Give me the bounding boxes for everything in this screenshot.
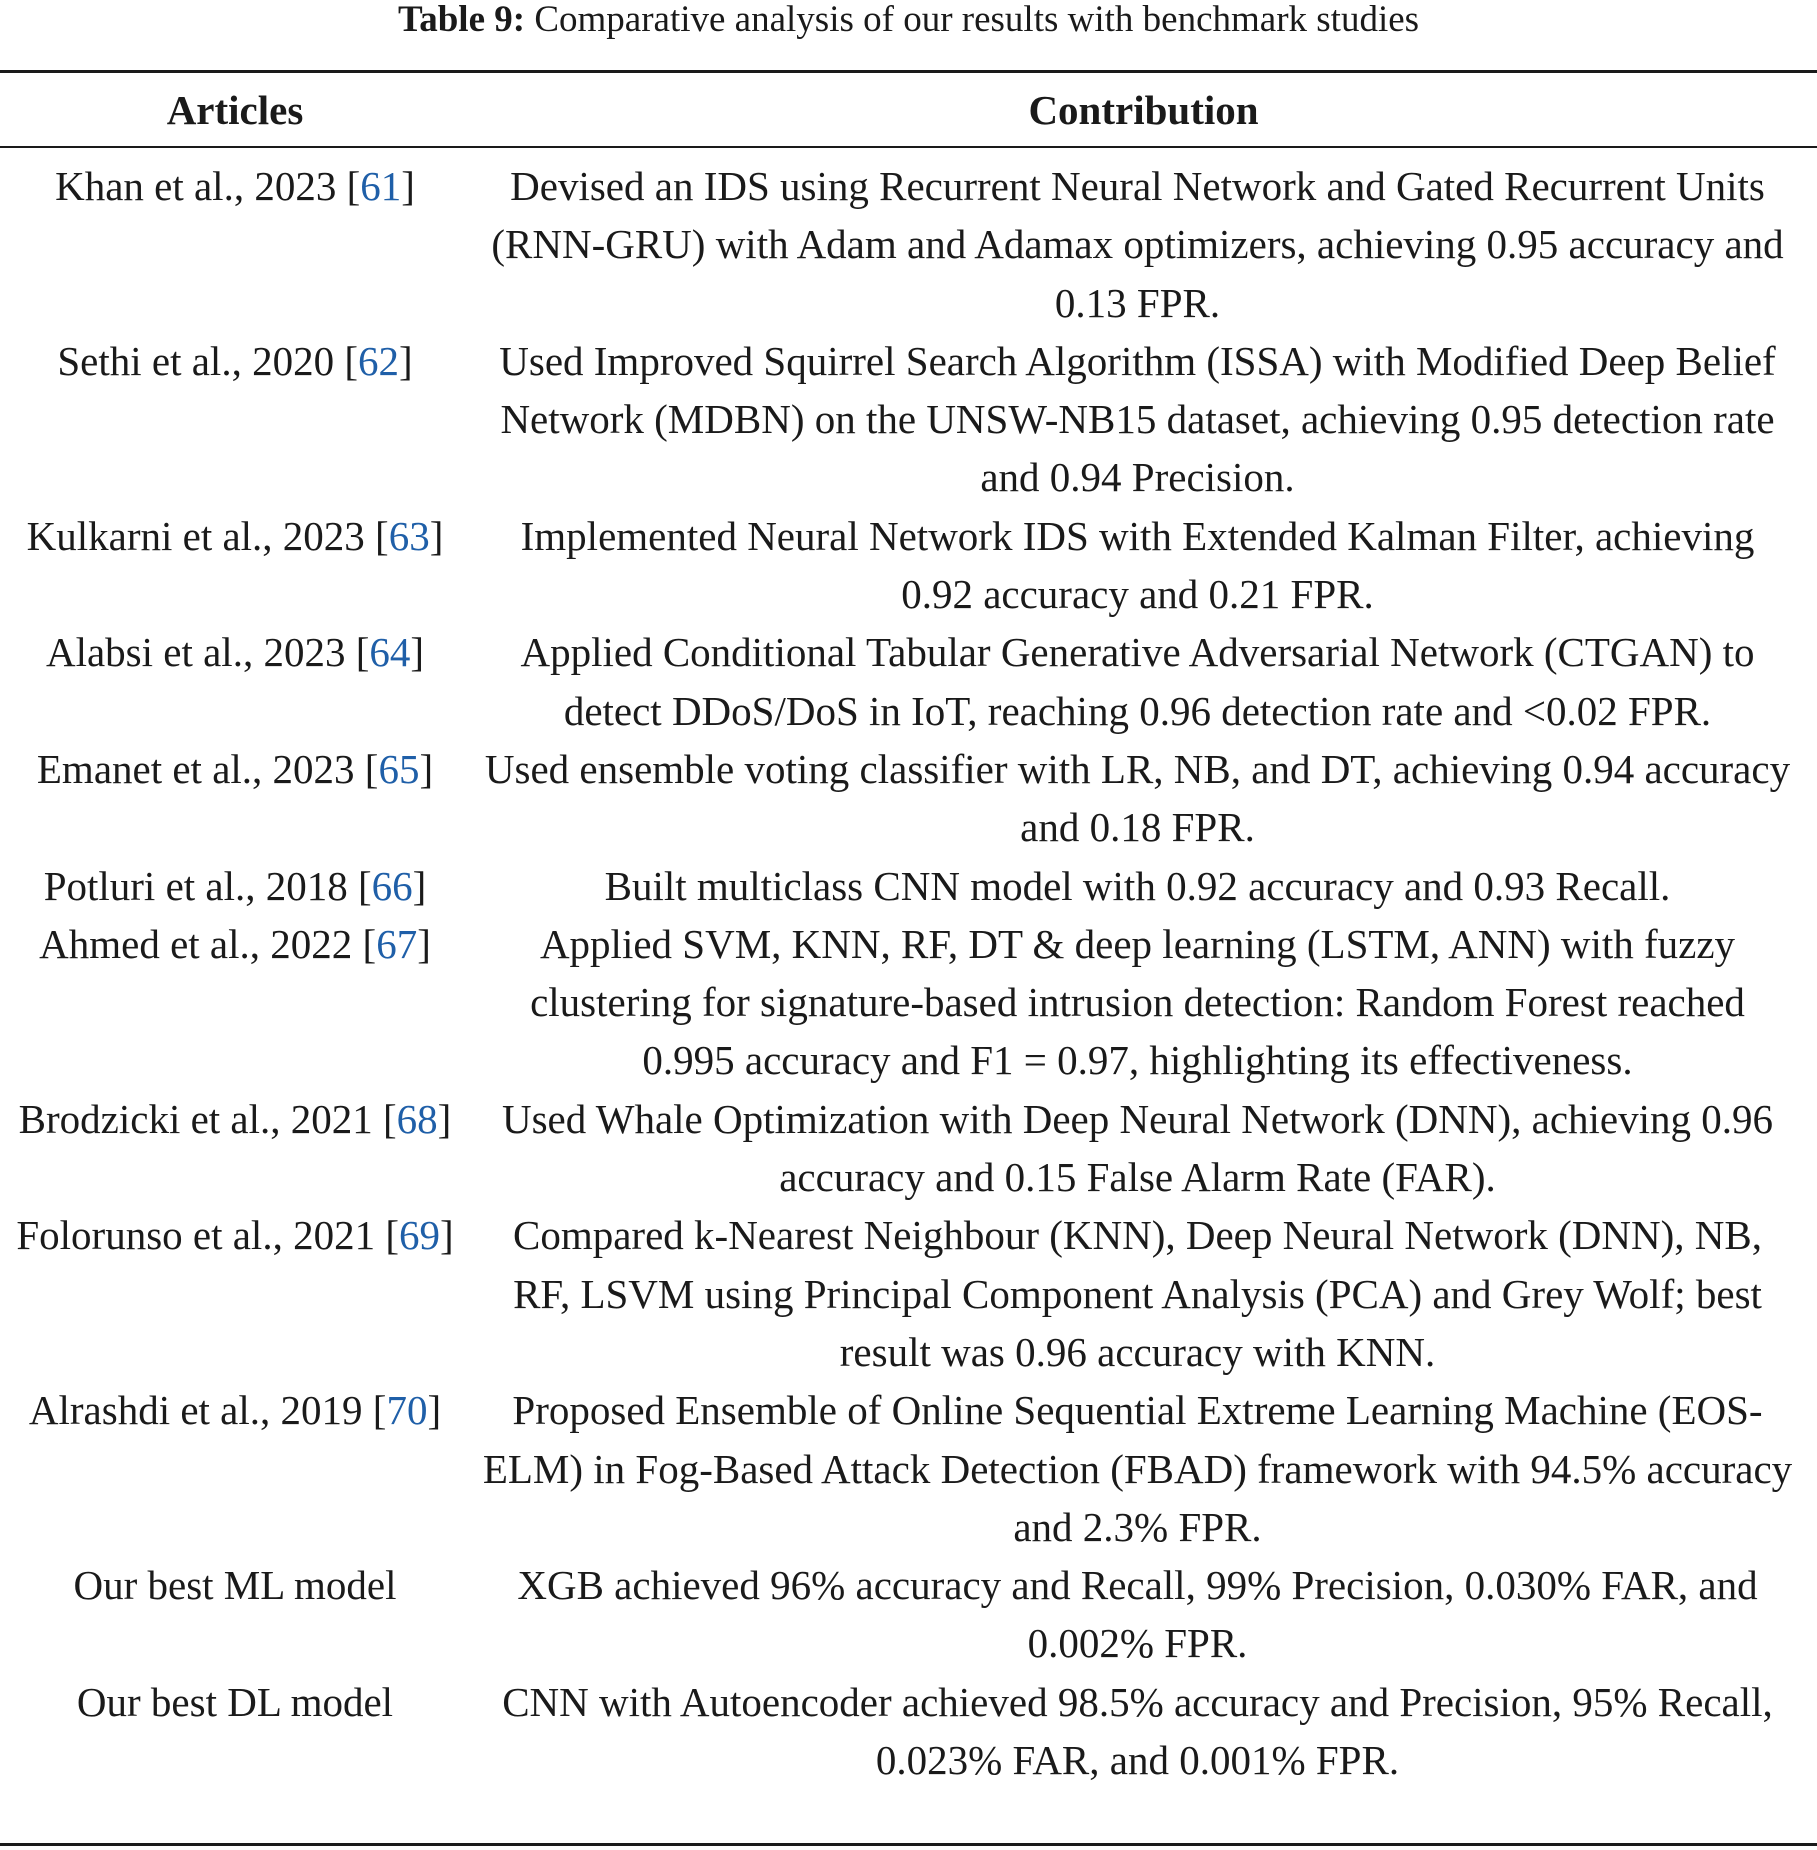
- table-row: [0, 157, 1817, 332]
- comparison-table: [0, 157, 1817, 1789]
- article-name: Our best DL model: [76, 1678, 394, 1725]
- article-cell: Alrashdi et al., 2019 [70]: [28, 1387, 442, 1434]
- table-row: [0, 332, 1817, 507]
- table-row: [0, 1090, 1817, 1207]
- table-row: [0, 507, 1817, 624]
- table-caption: [0, 0, 1817, 40]
- article-name: Alrashdi et al., 2019: [28, 1387, 363, 1434]
- article-name: Our best ML model: [73, 1562, 397, 1609]
- contribution-cell: Implemented Neural Network IDS with Extended Kalman Filter, achieving 0.92 accuracy and 0.21 FPR.: [520, 512, 1755, 618]
- contribution-cell: Devised an IDS using Recurrent Neural Network and Gated Recurrent Units (RNN-GRU) with Adam and Adamax optimizers, achieving 0.95 accuracy and 0.13 FPR.: [491, 163, 1784, 326]
- article-cell: Ahmed et al., 2022 [67]: [39, 920, 431, 967]
- contribution-cell: Applied Conditional Tabular Generative Adversarial Network (CTGAN) to detect DDoS/DoS in IoT, reaching 0.96 detection rate and <0.02 FPR.: [520, 629, 1755, 734]
- article-cell: Sethi et al., 2020 [62]: [57, 337, 413, 384]
- table-row: [0, 623, 1817, 740]
- article-name: Potluri et al., 2018: [43, 862, 348, 909]
- article-cell: Kulkarni et al., 2023 [63]: [26, 512, 444, 559]
- article-cell: Alabsi et al., 2023 [64]: [45, 629, 425, 676]
- citation-link[interactable]: 67: [376, 920, 418, 967]
- article-cell: Potluri et al., 2018 [66]: [43, 862, 427, 909]
- article-cell: Khan et al., 2023 [61]: [55, 163, 415, 209]
- bottom-rule: [0, 1843, 1817, 1846]
- table-row: [0, 1556, 1817, 1673]
- citation-link[interactable]: 69: [398, 1212, 440, 1259]
- article-name: Emanet et al., 2023: [36, 745, 355, 792]
- table-row: [0, 915, 1817, 1090]
- article-cell: Folorunso et al., 2021 [69]: [16, 1212, 454, 1259]
- table-row: [0, 740, 1817, 857]
- citation-link[interactable]: 68: [396, 1095, 438, 1142]
- article-cell: Brodzicki et al., 2021 [68]: [18, 1095, 452, 1142]
- citation-link[interactable]: 62: [357, 337, 399, 384]
- table-row: [0, 1673, 1817, 1790]
- citation-link[interactable]: 70: [386, 1387, 428, 1434]
- citation-link[interactable]: 61: [360, 163, 402, 209]
- contribution-cell: XGB achieved 96% accuracy and Recall, 99% Precision, 0.030% FAR, and 0.002% FPR.: [517, 1562, 1758, 1667]
- caption-text: Comparative analysis of our results with benchmark studies: [525, 0, 1420, 40]
- header-articles: Articles: [166, 87, 304, 133]
- contribution-cell: Applied SVM, KNN, RF, DT & deep learning (LSTM, ANN) with fuzzy clustering for signature-based intrusion detection: Random Forest reached 0.995 accuracy and F1 = 0.97, highlighting its effectiveness.: [530, 920, 1745, 1084]
- contribution-cell: Compared k-Nearest Neighbour (KNN), Deep Neural Network (DNN), NB, RF, LSVM using Principal Component Analysis (PCA) and Grey Wolf; best result was 0.96 accuracy with KNN.: [513, 1212, 1762, 1375]
- article-name: Ahmed et al., 2022: [39, 920, 353, 967]
- article-name: Brodzicki et al., 2021: [18, 1095, 373, 1142]
- article-name: Sethi et al., 2020: [57, 337, 335, 384]
- table-body: [0, 157, 1817, 1789]
- citation-link[interactable]: 64: [369, 629, 411, 676]
- contribution-cell: Built multiclass CNN model with 0.92 accuracy and 0.93 Recall.: [604, 862, 1671, 909]
- article-name: Alabsi et al., 2023: [45, 629, 346, 676]
- contribution-cell: Used ensemble voting classifier with LR, NB, and DT, achieving 0.94 accuracy and 0.18 FPR.: [484, 745, 1791, 851]
- table-row: [0, 1381, 1817, 1556]
- contribution-cell: Proposed Ensemble of Online Sequential Extreme Learning Machine (EOS-ELM) in Fog-Based Attack Detection (FBAD) framework with 94.5% accuracy and 2.3% FPR.: [482, 1387, 1793, 1550]
- top-rule: [0, 70, 1817, 73]
- table-row: [0, 1206, 1817, 1381]
- contribution-cell: Used Whale Optimization with Deep Neural Network (DNN), achieving 0.96 accuracy and 0.15 False Alarm Rate (FAR).: [501, 1095, 1774, 1201]
- article-name: Folorunso et al., 2021: [16, 1212, 376, 1259]
- citation-link[interactable]: 63: [388, 512, 430, 559]
- header-rule: [0, 146, 1817, 148]
- contribution-cell: Used Improved Squirrel Search Algorithm (ISSA) with Modified Deep Belief Network (MDBN) on the UNSW-NB15 dataset, achieving 0.95 detection rate and 0.94 Precision.: [499, 337, 1776, 501]
- contribution-cell: CNN with Autoencoder achieved 98.5% accuracy and Precision, 95% Recall, 0.023% FAR, and 0.001% FPR.: [502, 1678, 1773, 1784]
- citation-link[interactable]: 65: [378, 745, 420, 792]
- article-cell: [0, 1556, 470, 1673]
- table-row: [0, 857, 1817, 915]
- header-contribution: Contribution: [1028, 87, 1259, 133]
- article-name: Khan et al., 2023: [55, 163, 337, 209]
- article-cell: Emanet et al., 2023 [65]: [36, 745, 434, 792]
- citation-link[interactable]: 66: [371, 862, 413, 909]
- caption-label: Table 9:: [397, 0, 526, 40]
- article-cell: [0, 1673, 470, 1790]
- article-name: Kulkarni et al., 2023: [26, 512, 365, 559]
